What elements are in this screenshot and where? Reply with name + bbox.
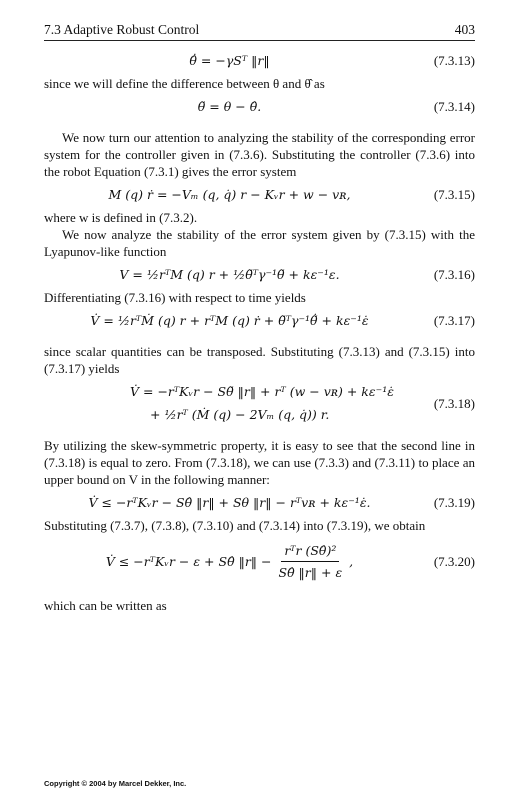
paragraph: We now analyze the stability of the error system given by (7.3.15) with the Lyapunov-like function [44, 227, 475, 259]
paragraph: Differentiating (7.3.16) with respect to time yields [44, 290, 306, 305]
equation-number: (7.3.16) [433, 267, 475, 282]
equation-7-3-15: M (q) ṙ = −Vₘ (q, q̇) r − Kᵥr + w − vʀ, (7.3.15) [108, 187, 475, 202]
equation-line: + ½rᵀ (Ṁ (q) − 2Vₘ (q, q̇)) r. [150, 407, 330, 422]
paragraph: We now turn our attention to analyzing the stability of the corresponding error system for the controller given in (7.3.6). Substituting the controller (7.3.6) into the robot Equation (7.3.1) gives the error system [44, 130, 475, 179]
equation-number: (7.3.15) [433, 187, 475, 202]
fraction-numerator: rᵀr (Sθ̂)² [281, 542, 339, 562]
equation-lhs: V̇ ≤ −rᵀKᵥr − ε + Sθ̂ ‖r‖ − [105, 554, 272, 569]
running-header [44, 18, 475, 38]
equation-tail: , [349, 554, 354, 569]
equation-7-3-20 [44, 542, 475, 581]
equation-7-3-18 [44, 383, 475, 423]
page-number: 403 [454, 22, 475, 37]
header-rule [44, 40, 475, 41]
equation-number: (7.3.14) [433, 99, 475, 114]
section-title: 7.3 Adaptive Robust Control [44, 22, 200, 37]
equation-number: (7.3.18) [433, 395, 475, 411]
equation-7-3-13: θ̂̇ = −γSᵀ ‖r‖ (7.3.13) [189, 53, 475, 68]
equation-7-3-16: V = ½rᵀM (q) r + ½θ̃ᵀγ⁻¹θ̃ + kε⁻¹ε. (7.3.16) [119, 267, 475, 282]
equation-7-3-14: θ̃ = θ − θ̂. (7.3.14) [197, 99, 475, 114]
paragraph: where w is defined in (7.3.2). [44, 210, 198, 225]
equation-number: (7.3.13) [433, 53, 475, 68]
paragraph: By utilizing the skew-symmetric property, it is easy to see that the second line in (7.3.18) is equal to zero. From (7.3.18), we can use (7.3.3) and (7.3.11) to place an upper bound on V in the following manner: [44, 438, 475, 487]
equation-number: (7.3.19) [433, 495, 475, 510]
equation-7-3-19: V̇ ≤ −rᵀKᵥr − Sθ̂ ‖r‖ + Sθ ‖r‖ − rᵀvʀ + kε⁻¹ε̇. (7.3.19) [88, 495, 475, 510]
paragraph: which can be written as [44, 598, 167, 613]
equation-line: V̇ = −rᵀKᵥr − Sθ̃ ‖r‖ + rᵀ (w − vʀ) + kε⁻¹ε̇ [130, 384, 394, 399]
fraction [276, 542, 346, 581]
paragraph: since we will define the difference between θ and θ̂ as [44, 76, 325, 91]
equation-number: (7.3.17) [433, 313, 475, 328]
equation-number: (7.3.20) [433, 554, 475, 569]
paragraph: Substituting (7.3.7), (7.3.8), (7.3.10) and (7.3.14) into (7.3.19), we obtain [44, 518, 426, 533]
page-body [44, 46, 475, 614]
fraction-denominator: Sθ̂ ‖r‖ + ε [278, 565, 343, 580]
copyright-footer: Copyright © 2004 by Marcel Dekker, Inc. [44, 779, 187, 788]
paragraph: since scalar quantities can be transposed. Substituting (7.3.13) and (7.3.15) into (7.3.17) yields [44, 344, 475, 376]
equation-7-3-17: V̇ = ½rᵀṀ (q) r + rᵀM (q) ṙ + θ̃ᵀγ⁻¹θ̃̇ + kε⁻¹ε̇ (7.3.17) [90, 313, 475, 328]
